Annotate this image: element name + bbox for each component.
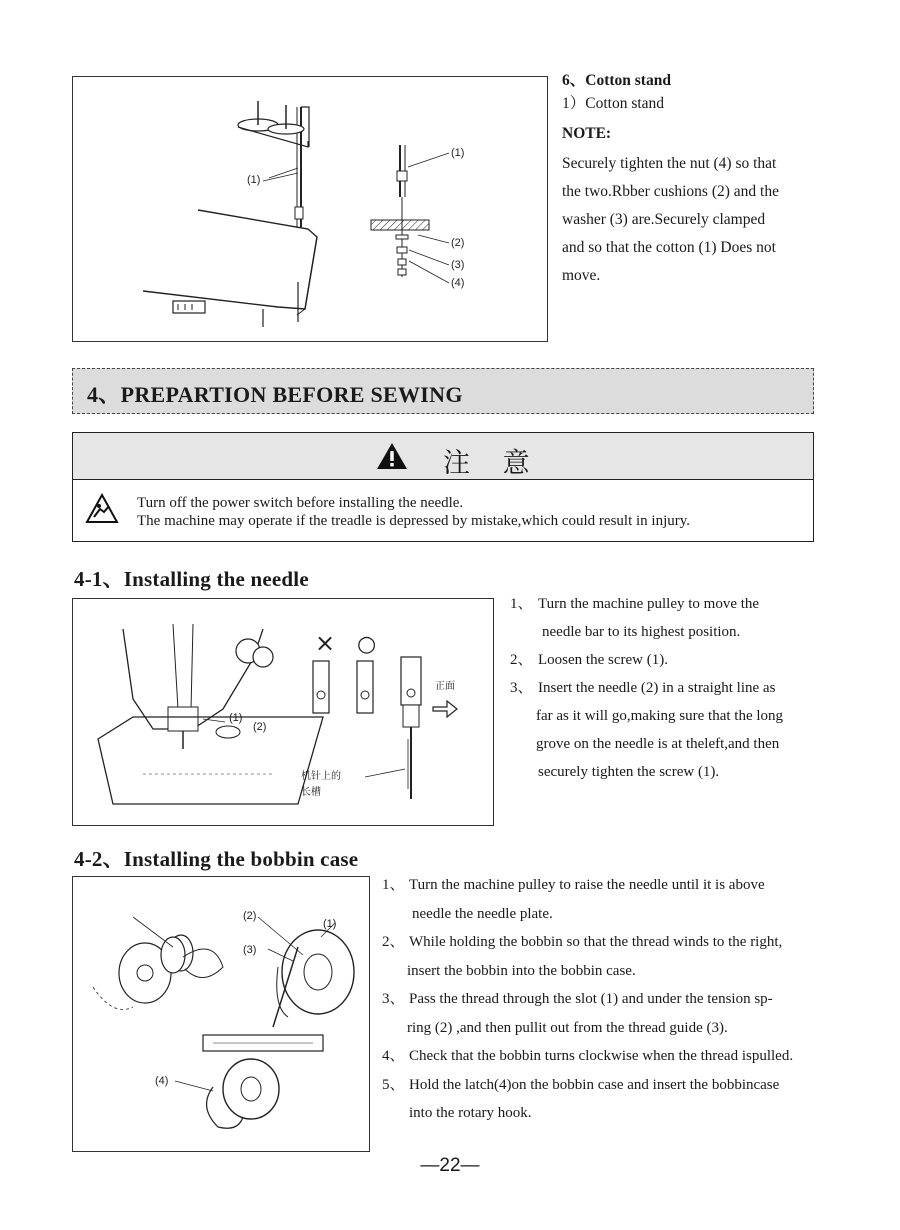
step-number: 3、 xyxy=(382,991,405,1007)
step-text: Pass the thread through the slot (1) and under the tension sp- xyxy=(409,991,773,1007)
needle-illustration xyxy=(73,599,493,825)
bobbin-steps xyxy=(382,871,872,1128)
bobbin-callout-1: (1) xyxy=(323,918,337,930)
cotton-stand-figure xyxy=(72,76,548,342)
step-text: Turn the machine pulley to move the xyxy=(538,596,760,612)
step-number: 2、 xyxy=(382,934,405,950)
page-number: —22— xyxy=(420,1155,480,1176)
groove-label-line2: 长槽 xyxy=(301,787,321,798)
needle-figure xyxy=(72,598,494,826)
step-text: needle the needle plate. xyxy=(412,905,553,922)
note-line: the two.Rbber cushions (2) and the xyxy=(562,183,779,200)
caution-title: 注 意 xyxy=(443,448,542,479)
front-label: 正面 xyxy=(435,681,455,692)
bobbin-step-3 xyxy=(382,985,872,1042)
step-number: 2、 xyxy=(510,652,533,668)
section-title: 4、PREPARTION BEFORE SEWING xyxy=(87,382,463,407)
needle-section-title: 4-1、Installing the needle xyxy=(74,567,309,591)
bobbin-illustration xyxy=(73,877,369,1151)
bobbin-callout-4: (4) xyxy=(155,1075,169,1087)
bobbin-section-title: 4-2、Installing the bobbin case xyxy=(74,847,359,871)
caution-line: Turn off the power switch before installing the needle. xyxy=(137,495,464,511)
step-text: Check that the bobbin turns clockwise when the thread ispulled. xyxy=(409,1048,794,1064)
needle-callout-1: (1) xyxy=(229,712,243,724)
bobbin-step-2 xyxy=(382,928,872,985)
step-number: 3、 xyxy=(510,680,533,696)
cotton-stand-heading: 6、Cotton stand xyxy=(562,72,671,89)
callout-stand-1: (1) xyxy=(247,174,261,186)
callout-cotton-1: (1) xyxy=(451,147,465,159)
step-text: While holding the bobbin so that the thread winds to the right, xyxy=(409,934,783,950)
caution-line: The machine may operate if the treadle is depressed by mistake,which could result in injury. xyxy=(137,513,691,529)
step-text: into the rotary hook. xyxy=(409,1105,532,1121)
caution-box xyxy=(72,432,814,542)
step-number: 4、 xyxy=(382,1048,405,1064)
step-number: 5、 xyxy=(382,1076,405,1093)
bobbin-step-4 xyxy=(382,1042,872,1071)
step-text: Insert the needle (2) in a straight line as xyxy=(538,680,776,696)
note-line: Securely tighten the nut (4) so that xyxy=(562,155,777,172)
cotton-stand-subheading: 1）Cotton stand xyxy=(562,95,665,112)
step-text: needle bar to its highest position. xyxy=(542,624,741,640)
wrong-mark: × xyxy=(315,629,336,657)
correct-mark: ○ xyxy=(357,632,377,657)
bobbin-callout-2: (2) xyxy=(243,910,257,922)
bobbin-step-5 xyxy=(382,1071,872,1128)
warning-triangle-icon xyxy=(375,441,409,471)
groove-label-line1: 机针上的 xyxy=(301,771,341,782)
step-text: Turn the machine pulley to raise the needle until it is above xyxy=(409,877,765,893)
step-text: Loosen the screw (1). xyxy=(538,652,668,668)
callout-nut-4: (4) xyxy=(451,277,465,289)
needle-callout-2: (2) xyxy=(253,721,267,733)
needle-step-2 xyxy=(510,646,870,674)
note-line: and so that the cotton (1) Does not xyxy=(562,239,776,256)
step-text: insert the bobbin into the bobbin case. xyxy=(407,962,636,979)
callout-cushion-2: (2) xyxy=(451,237,465,249)
section-banner xyxy=(72,368,814,414)
bobbin-step-1 xyxy=(382,871,872,928)
bobbin-figure xyxy=(72,876,370,1152)
step-text: securely tighten the screw (1). xyxy=(538,764,720,780)
step-number: 1、 xyxy=(382,877,405,893)
step-text: ring (2) ,and then pullit out from the thread guide (3). xyxy=(407,1019,728,1036)
cotton-stand-illustration xyxy=(73,77,547,341)
step-text: Hold the latch(4)on the bobbin case and insert the bobbincase xyxy=(409,1076,780,1093)
hand-warning-icon xyxy=(85,493,119,525)
needle-step-1 xyxy=(510,590,870,646)
cotton-stand-text xyxy=(562,70,862,290)
needle-steps xyxy=(510,590,870,786)
bobbin-callout-3: (3) xyxy=(243,944,257,956)
note-line: move. xyxy=(562,267,601,284)
note-line: washer (3) are.Securely clamped xyxy=(562,211,766,228)
needle-step-3 xyxy=(510,674,870,786)
step-text: grove on the needle is at theleft,and then xyxy=(536,736,780,752)
front-arrow-icon xyxy=(433,701,457,717)
caution-header xyxy=(73,433,813,480)
step-text: far as it will go,making sure that the long xyxy=(536,708,784,724)
note-label: NOTE: xyxy=(562,125,612,142)
callout-washer-3: (3) xyxy=(451,259,465,271)
step-number: 1、 xyxy=(510,596,533,612)
